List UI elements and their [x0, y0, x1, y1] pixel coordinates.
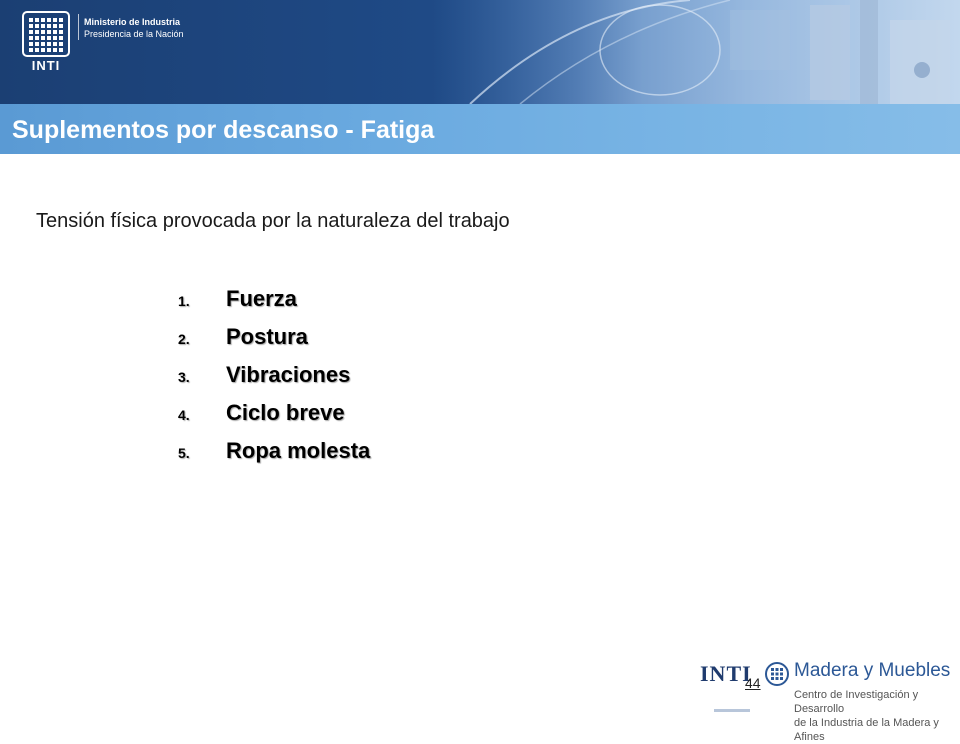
list-item	[178, 286, 370, 324]
footer-brand: Madera y Muebles	[794, 660, 951, 681]
list-item	[178, 400, 370, 438]
ministry-divider	[78, 14, 79, 40]
header-banner	[0, 0, 960, 104]
list-number: 5.	[178, 445, 190, 461]
list-item	[178, 438, 370, 476]
footer-divider	[714, 709, 750, 712]
list-item	[178, 324, 370, 362]
list-item	[178, 362, 370, 400]
inti-logo-icon	[20, 10, 72, 58]
footer-inti-logo: INTI	[700, 661, 752, 686]
globe-icon	[764, 661, 790, 687]
slide-title: Suplementos por descanso - Fatiga	[12, 116, 435, 144]
list-label: Vibraciones	[226, 362, 351, 387]
list-label: Ropa molesta	[226, 438, 371, 463]
header-photo-collage	[430, 0, 960, 104]
list-number: 1.	[178, 293, 190, 309]
footer-subtitle	[794, 688, 960, 744]
footer-line2: de la Industria de la Madera y Afines	[794, 717, 939, 743]
ministry-line2: Presidencia de la Nación	[84, 29, 184, 39]
footer-line1: Centro de Investigación y Desarrollo	[794, 689, 919, 715]
inti-logo-text: INTI	[31, 58, 61, 73]
ministry-label	[84, 16, 184, 40]
list-number: 4.	[178, 407, 190, 423]
list-label: Ciclo breve	[226, 400, 345, 425]
numbered-list	[178, 286, 370, 476]
page-number: 44	[745, 675, 761, 691]
list-number: 2.	[178, 331, 190, 347]
list-label: Fuerza	[226, 286, 297, 311]
slide-subtitle: Tensión física provocada por la naturaleza del trabajo	[36, 210, 510, 232]
list-label: Postura	[226, 324, 308, 349]
list-number: 3.	[178, 369, 190, 385]
ministry-line1: Ministerio de Industria	[84, 17, 181, 27]
